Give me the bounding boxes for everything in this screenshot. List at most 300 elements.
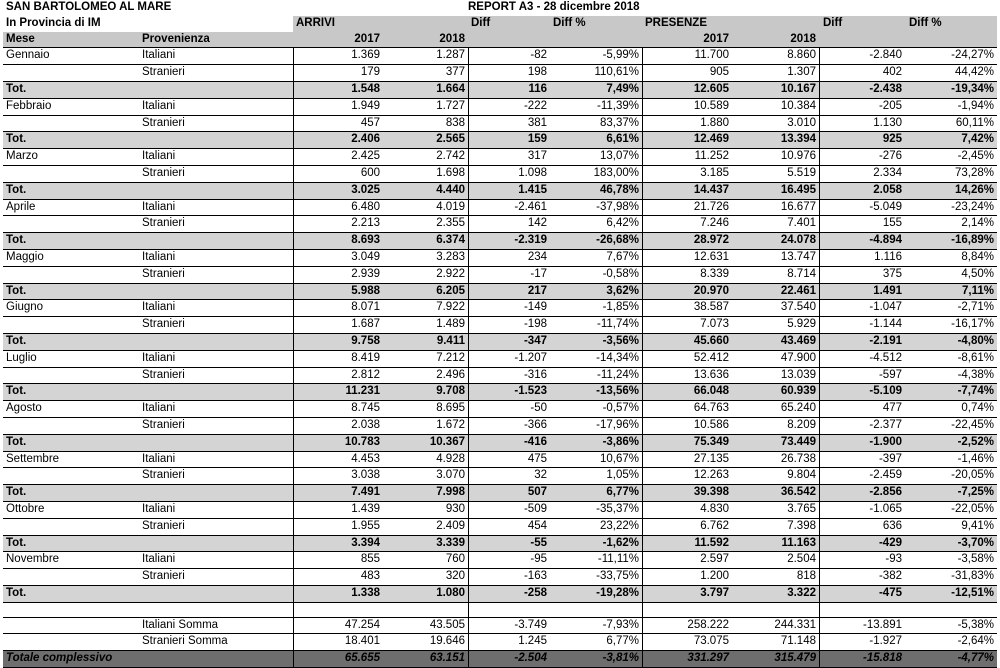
table-row <box>3 250 997 267</box>
month-label: Luglio <box>6 351 37 364</box>
arrivi-diff-pct-total-cell: 7,49% <box>606 82 639 95</box>
arrivi-2017-grand-total-cell: 65.655 <box>344 652 380 665</box>
table-row <box>3 267 997 284</box>
presenze-2018-cell: 7.398 <box>787 519 816 532</box>
tot-label: Tot. <box>6 385 27 398</box>
column-divider <box>819 418 820 434</box>
column-divider <box>468 502 469 518</box>
presenze-2017-cell: 12.263 <box>693 469 729 482</box>
presenze-2018-cell: 818 <box>796 570 816 583</box>
presenze-2017-total-cell: 66.048 <box>693 385 729 398</box>
column-divider <box>293 334 294 350</box>
arrivi-diff-total-cell: 507 <box>527 486 547 499</box>
presenze-diff-pct-total-cell: -4,80% <box>957 334 994 347</box>
column-divider <box>642 468 643 484</box>
presenze-2017-grand-total-cell: 331.297 <box>687 652 729 665</box>
presenze-diff-total-cell: -475 <box>878 586 902 599</box>
presenze-diff-cell: -1.144 <box>869 318 902 331</box>
provenienza-label: Stranieri <box>142 519 185 532</box>
presenze-2018-cell: 5.929 <box>787 318 816 331</box>
arrivi-diff-pct-cell: 183,00% <box>593 166 639 179</box>
arrivi-diff-cell: -2.461 <box>514 200 547 213</box>
presenze-2018-cell: 10.384 <box>780 99 816 112</box>
column-divider <box>293 485 294 501</box>
month-label: Giugno <box>6 301 44 314</box>
arrivi-2017-cell: 1.949 <box>351 99 380 112</box>
presenze-2018-grand-total-cell: 315.479 <box>774 652 816 665</box>
arrivi-diff-pct-cell: -5,99% <box>602 49 639 62</box>
table-row <box>3 48 997 65</box>
provenienza-label: Italiani <box>142 49 176 62</box>
column-divider <box>468 99 469 115</box>
arrivi-diff-total-cell: -55 <box>530 536 547 549</box>
column-divider <box>819 468 820 484</box>
column-divider <box>642 519 643 535</box>
presenze-diff-cell: -397 <box>878 452 902 465</box>
arrivi-diff-total-cell: -1.523 <box>514 385 547 398</box>
presenze-diff-cell: 402 <box>882 66 902 79</box>
presenze-2018-total-cell: 10.167 <box>780 82 816 95</box>
presenze-diff-pct-cell: 4,50% <box>961 267 994 280</box>
presenze-diff-pct-cell: -22,45% <box>951 418 994 431</box>
column-divider <box>642 149 643 165</box>
month-total-row <box>3 132 997 149</box>
presenze-2017-cell: 64.763 <box>693 402 729 415</box>
column-divider <box>468 233 469 249</box>
arrivi-diff-pct-cell: -14,34% <box>596 351 639 364</box>
presenze-diff-pct-cell: -31,83% <box>951 570 994 583</box>
presenze-2017-total-cell: 3.797 <box>700 586 729 599</box>
column-divider <box>468 82 469 98</box>
presenze-diff-total-cell: -2.856 <box>869 486 902 499</box>
arrivi-diff-pct-cell: -33,75% <box>596 570 639 583</box>
column-divider <box>468 603 469 617</box>
table-row <box>3 519 997 536</box>
column-divider <box>642 284 643 300</box>
column-divider <box>819 502 820 518</box>
arrivi-diff-cell: -50 <box>530 402 547 415</box>
arrivi-diff-cell: -163 <box>523 570 547 583</box>
report-title: REPORT A3 - 28 dicembre 2018 <box>468 1 640 13</box>
presenze-diff-total-cell: -2.438 <box>869 82 902 95</box>
presenze-2017-total-cell: 14.437 <box>693 183 729 196</box>
presenze-2017-cell: 38.587 <box>693 301 729 314</box>
column-divider <box>819 65 820 81</box>
arrivi-diff-pct-cell: -37,98% <box>596 200 639 213</box>
presenze-2017-total-cell: 39.398 <box>693 486 729 499</box>
diff-pct2-header: Diff % <box>905 16 997 32</box>
presenze-2017-cell: 7.246 <box>700 217 729 230</box>
provenienza-label: Stranieri <box>142 469 185 482</box>
column-divider <box>819 519 820 535</box>
arrivi-diff-pct-cell: -11,74% <box>597 318 639 331</box>
presenze-2018-somma-cell: 244.331 <box>774 618 816 631</box>
arrivi-2018-cell: 2.409 <box>436 519 465 532</box>
column-divider <box>293 536 294 552</box>
month-total-row <box>3 485 997 502</box>
presenze-diff-somma-cell: -13.891 <box>862 618 902 631</box>
column-divider <box>819 651 820 667</box>
presenze-diff-pct-cell: 0,74% <box>961 402 994 415</box>
column-divider <box>819 618 820 634</box>
arrivi-diff-pct-total-cell: -19,28% <box>596 586 639 599</box>
column-divider <box>293 502 294 518</box>
column-divider <box>468 435 469 451</box>
month-label: Agosto <box>6 402 42 415</box>
arrivi-diff-pct-cell: -11,11% <box>597 553 639 566</box>
column-divider <box>293 368 294 384</box>
arrivi-2018-cell: 2.742 <box>436 150 465 163</box>
column-divider <box>293 634 294 650</box>
column-divider <box>642 132 643 148</box>
arrivi-diff-grand-total-cell: -2.504 <box>514 652 547 665</box>
arrivi-2018-cell: 838 <box>445 116 465 129</box>
column-divider <box>468 552 469 568</box>
presenze-diff-total-cell: -429 <box>878 536 902 549</box>
arrivi-diff-cell: -1.207 <box>514 351 547 364</box>
presenze-diff-cell: -276 <box>878 150 902 163</box>
presenze-2018-cell: 1.307 <box>787 66 816 79</box>
arrivi-2018-cell: 8.695 <box>436 402 465 415</box>
column-divider <box>468 200 469 216</box>
arrivi-2017-cell: 8.071 <box>351 301 380 314</box>
arrivi-diff-pct-total-cell: -3,86% <box>602 435 639 448</box>
presenze-2018-cell: 8.860 <box>787 49 816 62</box>
table-row <box>3 116 997 133</box>
column-divider <box>293 216 294 232</box>
column-divider <box>642 536 643 552</box>
column-divider <box>293 200 294 216</box>
arrivi-diff-total-cell: 116 <box>528 82 547 95</box>
column-divider <box>293 267 294 283</box>
provenienza-label: Stranieri <box>142 166 185 179</box>
arrivi-diff-cell: 475 <box>527 452 547 465</box>
arrivi-diff-cell: 198 <box>527 66 547 79</box>
presenze-diff-pct-cell: -2,45% <box>957 150 994 163</box>
column-divider <box>642 334 643 350</box>
column-divider <box>293 132 294 148</box>
arrivi-2017-somma-cell: 18.401 <box>344 635 380 648</box>
column-divider <box>819 233 820 249</box>
presenze-2017-cell: 27.135 <box>693 452 729 465</box>
column-divider <box>468 384 469 400</box>
arrivi-2017-cell: 2.038 <box>351 418 380 431</box>
provenienza-label: Italiani <box>142 150 176 163</box>
arrivi-2017-cell: 8.419 <box>351 351 380 364</box>
column-divider <box>642 216 643 232</box>
presenze-diff-pct-total-cell: -3,70% <box>957 536 994 549</box>
presenze-diff-total-cell: -2.191 <box>869 334 902 347</box>
arrivi-2017-total-cell: 10.783 <box>344 435 380 448</box>
arrivi-2018-cell: 2.922 <box>436 267 465 280</box>
provenienza-label: Italiani <box>142 351 176 364</box>
arrivi-diff-pct-cell: 83,37% <box>599 116 639 129</box>
presenze-diff-somma-cell: -1.927 <box>869 635 902 648</box>
presenze-diff-cell: -1.047 <box>869 301 902 314</box>
header-row-2 <box>3 32 997 49</box>
column-divider <box>293 99 294 115</box>
column-divider <box>819 569 820 585</box>
arrivi-2017-total-cell: 1.338 <box>351 586 380 599</box>
presenze-2017-cell: 1.880 <box>700 116 729 129</box>
arrivi-diff-cell: 1.098 <box>518 166 547 179</box>
presenze-2017-cell: 10.586 <box>693 418 729 431</box>
column-divider <box>293 651 294 667</box>
presenze-diff-pct-cell: 60,11% <box>955 116 994 129</box>
presenze-2018-cell: 3.010 <box>787 116 816 129</box>
presenze-2018-cell: 7.401 <box>787 217 816 230</box>
arrivi-2018-total-cell: 9.708 <box>436 385 465 398</box>
column-divider <box>468 284 469 300</box>
arrivi-2018-cell: 3.070 <box>436 469 465 482</box>
column-divider <box>293 552 294 568</box>
table-row <box>3 65 997 82</box>
column-divider <box>293 317 294 333</box>
arrivi-2017-somma-cell: 47.254 <box>344 618 380 631</box>
column-divider <box>468 618 469 634</box>
presenze-diff-pct-cell: 8,84% <box>961 250 994 263</box>
presenze-2017-cell: 4.830 <box>700 502 729 515</box>
provenienza-label: Stranieri <box>142 66 185 79</box>
arrivi-2017-total-cell: 1.548 <box>351 82 380 95</box>
column-divider <box>819 603 820 617</box>
column-divider <box>468 149 469 165</box>
month-label: Settembre <box>6 452 60 465</box>
presenze-2018-cell: 26.738 <box>780 452 816 465</box>
presenze-2017-cell: 11.700 <box>694 49 729 62</box>
arrivi-diff-pct-total-cell: 3,62% <box>606 284 639 297</box>
column-divider <box>293 183 294 199</box>
arrivi-2018-cell: 760 <box>445 553 465 566</box>
column-divider <box>819 485 820 501</box>
provenienza-header: Provenienza <box>142 32 210 45</box>
presenze-2018-cell: 13.039 <box>780 368 816 381</box>
column-divider <box>293 48 294 64</box>
arrivi-2018-cell: 4.019 <box>436 200 465 213</box>
column-divider <box>642 116 643 132</box>
presenze-diff-pct-cell: 2,14% <box>961 217 994 230</box>
presenze-2017-cell: 12.631 <box>693 250 729 263</box>
presenze-2018-total-cell: 22.461 <box>780 284 816 297</box>
table-row <box>3 149 997 166</box>
column-divider <box>819 435 820 451</box>
presenze-2018-total-cell: 36.542 <box>780 486 816 499</box>
column-divider <box>642 651 643 667</box>
presenze-2018-cell: 10.976 <box>780 150 816 163</box>
month-label: Gennaio <box>6 49 50 62</box>
table-row <box>3 317 997 334</box>
column-divider <box>468 452 469 468</box>
presenze-diff-pct-total-cell: -16,89% <box>951 234 994 247</box>
column-divider <box>819 99 820 115</box>
column-divider <box>642 267 643 283</box>
column-divider <box>819 452 820 468</box>
arrivi-diff-total-cell: -258 <box>523 586 547 599</box>
arrivi-2018-total-cell: 3.339 <box>436 536 465 549</box>
arrivi-2018-somma-cell: 19.646 <box>429 635 465 648</box>
column-divider <box>642 65 643 81</box>
column-divider <box>819 300 820 316</box>
column-divider <box>642 634 643 650</box>
arrivi-2018-total-cell: 7.998 <box>436 486 465 499</box>
presenze-2017-total-cell: 11.592 <box>694 536 729 549</box>
presenze-diff-total-cell: 1.491 <box>873 284 902 297</box>
column-divider <box>293 300 294 316</box>
arrivi-diff-cell: 381 <box>527 116 547 129</box>
column-divider <box>819 334 820 350</box>
presenze-diff-cell: -5.049 <box>869 200 902 213</box>
arrivi-diff-total-cell: -2.319 <box>514 234 547 247</box>
arrivi-diff-cell: 454 <box>527 519 547 532</box>
arrivi-2017-cell: 457 <box>360 116 380 129</box>
column-divider <box>293 435 294 451</box>
presenze-2017-cell: 10.589 <box>693 99 729 112</box>
column-divider <box>819 116 820 132</box>
presenze-2018-total-cell: 16.495 <box>780 183 816 196</box>
presenze-diff-pct-cell: 73,28% <box>954 166 994 179</box>
column-divider <box>642 351 643 367</box>
presenze-diff-grand-total-cell: -15.818 <box>862 652 902 665</box>
arrivi-diff-cell: -366 <box>523 418 547 431</box>
presenze-diff-pct-cell: -1,46% <box>957 452 994 465</box>
arrivi-2017-cell: 483 <box>360 570 380 583</box>
column-divider <box>642 569 643 585</box>
column-divider <box>468 334 469 350</box>
arrivi-2017-total-cell: 3.025 <box>351 183 380 196</box>
column-divider <box>468 267 469 283</box>
column-divider <box>468 250 469 266</box>
arrivi-diff-pct-cell: -1,85% <box>602 301 639 314</box>
arrivi-2017-total-cell: 5.988 <box>351 284 380 297</box>
column-divider <box>293 284 294 300</box>
arrivi-diff-pct-cell: -11,39% <box>597 99 639 112</box>
tot-label: Tot. <box>6 486 27 499</box>
table-row <box>3 569 997 586</box>
mese-header: Mese <box>6 32 35 45</box>
arrivi-2018-cell: 377 <box>445 66 465 79</box>
provenienza-label: Stranieri <box>142 418 185 431</box>
table-row <box>3 418 997 435</box>
arrivi-2018-cell: 320 <box>445 570 465 583</box>
arrivi-2017-cell: 1.439 <box>351 502 380 515</box>
arrivi-diff-cell: -198 <box>523 318 547 331</box>
arrivi-diff-cell: 317 <box>527 150 547 163</box>
presenze-2017-total-cell: 20.970 <box>693 284 729 297</box>
arrivi-2018-cell: 2.355 <box>436 217 465 230</box>
presenze-2018-cell: 8.714 <box>787 267 816 280</box>
column-divider <box>642 300 643 316</box>
column-divider <box>642 384 643 400</box>
column-divider <box>642 603 643 617</box>
column-divider <box>293 468 294 484</box>
arrivi-2018-total-cell: 1.664 <box>436 82 465 95</box>
presenze-diff-cell: -597 <box>878 368 902 381</box>
tot-label: Tot. <box>6 284 27 297</box>
presenze-diff-pct-cell: -3,58% <box>957 553 994 566</box>
arrivi-2017-cell: 2.213 <box>351 217 380 230</box>
spacer-row <box>3 603 997 618</box>
month-total-row <box>3 183 997 200</box>
presenze-diff-pct-total-cell: -19,34% <box>951 82 994 95</box>
presenze-2018-cell: 65.240 <box>780 402 816 415</box>
presenze-diff-pct-total-cell: -12,51% <box>951 586 994 599</box>
arrivi-diff-pct-cell: 13,07% <box>599 150 639 163</box>
presenze-2017-total-cell: 12.469 <box>693 133 729 146</box>
arrivi-2017-cell: 8.745 <box>351 402 380 415</box>
presenze-2018-cell: 13.747 <box>780 250 816 263</box>
presenze-diff-cell: -93 <box>885 553 902 566</box>
column-divider <box>819 284 820 300</box>
presenze-diff-pct-total-cell: -7,25% <box>957 486 994 499</box>
column-divider <box>293 233 294 249</box>
somma-label: Italiani Somma <box>142 618 219 631</box>
column-divider <box>293 519 294 535</box>
arrivi-diff-pct-cell: -35,37% <box>596 502 639 515</box>
arrivi-2018-total-cell: 10.367 <box>429 435 465 448</box>
presenze-2018-total-cell: 11.163 <box>781 536 816 549</box>
presenze-2017-cell: 2.597 <box>700 553 729 566</box>
arrivi-2018-cell: 1.698 <box>436 166 465 179</box>
arrivi-diff-pct-total-cell: 6,77% <box>606 486 639 499</box>
column-divider <box>819 216 820 232</box>
presenze-diff-cell: 2.334 <box>873 166 902 179</box>
arrivi-2017-cell: 1.369 <box>351 49 380 62</box>
provenienza-label: Stranieri <box>142 217 185 230</box>
column-divider <box>468 651 469 667</box>
column-divider <box>819 82 820 98</box>
presenze-2018-cell: 37.540 <box>780 301 816 314</box>
header-row-1 <box>3 16 997 32</box>
presenze-diff-cell: -2.377 <box>869 418 902 431</box>
column-divider <box>819 200 820 216</box>
arrivi-2018-total-cell: 9.411 <box>436 334 465 347</box>
provenienza-label: Italiani <box>142 553 176 566</box>
table-row <box>3 401 997 418</box>
table-row <box>3 368 997 385</box>
presenze-diff-cell: 375 <box>882 267 902 280</box>
arrivi-2017-total-cell: 3.394 <box>351 536 380 549</box>
month-total-row <box>3 82 997 99</box>
month-label: Novembre <box>6 553 60 566</box>
arrivi-diff-pct-total-cell: 46,78% <box>599 183 639 196</box>
arrivi-diff-pct-cell: -17,96% <box>596 418 639 431</box>
table-row <box>3 452 997 469</box>
arrivi-diff-pct-total-cell: -26,68% <box>596 234 639 247</box>
column-divider <box>642 183 643 199</box>
presenze-diff-pct-total-cell: 14,26% <box>954 183 994 196</box>
column-divider <box>642 48 643 64</box>
arrivi-diff-pct-cell: -11,24% <box>597 368 639 381</box>
presenze-diff-total-cell: -4.894 <box>869 234 902 247</box>
presenze-diff-pct-cell: -8,61% <box>957 351 994 364</box>
month-total-row <box>3 384 997 401</box>
arrivi-diff-cell: -95 <box>530 553 547 566</box>
presenze-2017-total-cell: 45.660 <box>693 334 729 347</box>
arrivi-diff-pct-cell: 10,67% <box>599 452 639 465</box>
arrivi-2018-cell: 1.727 <box>436 99 465 112</box>
presenze-diff-pct-total-cell: 7,42% <box>961 133 994 146</box>
arrivi-diff-somma-cell: -3.749 <box>514 618 547 631</box>
arrivi-diff-cell: 142 <box>527 217 547 230</box>
presenze-2017-cell: 905 <box>709 66 729 79</box>
provenienza-label: Italiani <box>142 502 176 515</box>
column-divider <box>642 452 643 468</box>
presenze-2017-total-cell: 12.605 <box>693 82 729 95</box>
arrivi-2018-cell: 3.283 <box>436 250 465 263</box>
arrivi-2018-cell: 930 <box>445 502 465 515</box>
presenze-diff-cell: -205 <box>878 99 902 112</box>
presenze-2017-somma-cell: 73.075 <box>693 635 729 648</box>
